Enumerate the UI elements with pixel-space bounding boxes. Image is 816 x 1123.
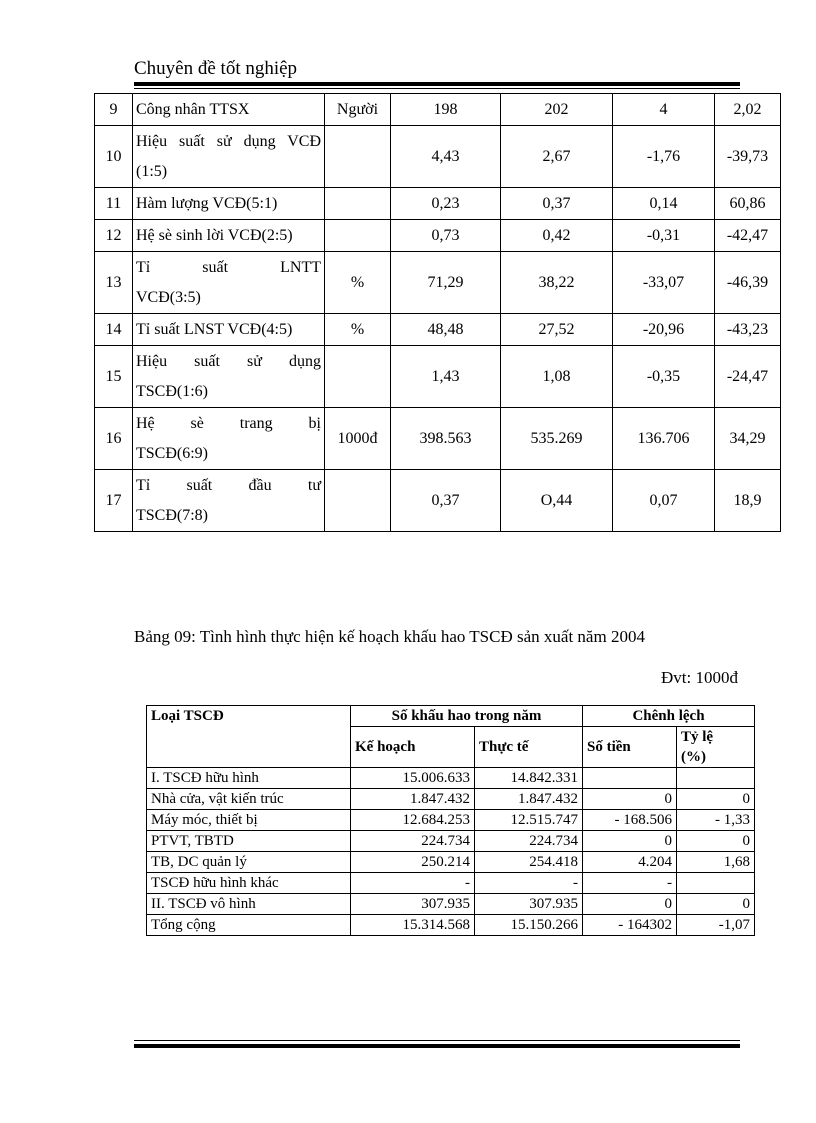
plan-value: 0,23: [391, 188, 501, 220]
asset-name: Máy móc, thiết bị: [147, 810, 351, 831]
table-row: [147, 894, 755, 915]
table-row: [147, 873, 755, 894]
indicator-name: [133, 408, 325, 470]
actual-value: 224.734: [475, 831, 583, 852]
indicator-name: Hệ sè sinh lời VCĐ(2:5): [133, 220, 325, 252]
actual-value: 1,08: [501, 346, 613, 408]
actual-value: 14.842.331: [475, 768, 583, 789]
table-row: [95, 346, 781, 408]
indicator-name-line1: Tỉ suất đầu tư: [136, 476, 321, 494]
plan-value: 198: [391, 94, 501, 126]
asset-name: II. TSCĐ vô hình: [147, 894, 351, 915]
table-caption: Bảng 09: Tình hình thực hiện kế hoạch khấu hao TSCĐ sản xuất năm 2004: [134, 627, 645, 646]
header-rule-thin: [134, 88, 740, 89]
indicator-name: Hàm lượng VCĐ(5:1): [133, 188, 325, 220]
amount-value: [583, 768, 677, 789]
plan-value: 4,43: [391, 126, 501, 188]
diff-value: -0,35: [613, 346, 715, 408]
depreciation-table: [146, 705, 755, 936]
asset-name: Tổng cộng: [147, 915, 351, 936]
plan-value: 48,48: [391, 314, 501, 346]
ratio-value: 0: [677, 894, 755, 915]
footer-rule-thin: [134, 1040, 740, 1041]
plan-value: 15.314.568: [351, 915, 475, 936]
actual-value: -: [475, 873, 583, 894]
table-row-total: [147, 915, 755, 936]
indicator-name-line2: TSCĐ(7:8): [136, 506, 208, 524]
actual-value: 38,22: [501, 252, 613, 314]
header-plan: Kế hoạch: [351, 727, 475, 768]
indicator-name-line1: Hiệu suất sử dụng: [136, 352, 321, 370]
plan-value: 71,29: [391, 252, 501, 314]
indicator-name-line2: (1:5): [136, 162, 168, 180]
diff-value: -33,07: [613, 252, 715, 314]
table-header-row: [147, 706, 755, 727]
indicator-name: [133, 126, 325, 188]
plan-value: 224.734: [351, 831, 475, 852]
pct-value: -43,23: [715, 314, 781, 346]
header-type: Loại TSCĐ: [147, 706, 351, 727]
diff-value: -1,76: [613, 126, 715, 188]
table-row: [95, 252, 781, 314]
plan-value: 0,73: [391, 220, 501, 252]
actual-value: 307.935: [475, 894, 583, 915]
indicator-name: Tỉ suất LNST VCĐ(4:5): [133, 314, 325, 346]
table-subheader-row: [147, 727, 755, 768]
plan-value: 307.935: [351, 894, 475, 915]
plan-value: 250.214: [351, 852, 475, 873]
actual-value: 254.418: [475, 852, 583, 873]
table-row: [147, 810, 755, 831]
row-no: 10: [95, 126, 133, 188]
table-row: [95, 220, 781, 252]
indicator-unit: [325, 188, 391, 220]
row-no: 17: [95, 470, 133, 532]
header-group-depreciation: Số khấu hao trong năm: [351, 706, 583, 727]
indicator-name-line1: Tỉ suất LNTT: [136, 258, 321, 276]
table-row: [95, 126, 781, 188]
amount-value: - 168.506: [583, 810, 677, 831]
table-row: [95, 314, 781, 346]
table-row: [95, 188, 781, 220]
table-row: [147, 831, 755, 852]
ratio-value: [677, 768, 755, 789]
amount-value: 4.204: [583, 852, 677, 873]
page-header-title: Chuyên đề tốt nghiệp: [134, 58, 298, 79]
indicator-unit: Người: [325, 94, 391, 126]
pct-value: 18,9: [715, 470, 781, 532]
row-no: 14: [95, 314, 133, 346]
indicator-name-line2: TSCĐ(6:9): [136, 444, 208, 462]
indicator-unit: [325, 126, 391, 188]
actual-value: 202: [501, 94, 613, 126]
pct-value: -39,73: [715, 126, 781, 188]
asset-name: Nhà cửa, vật kiến trúc: [147, 789, 351, 810]
row-no: 11: [95, 188, 133, 220]
amount-value: 0: [583, 789, 677, 810]
plan-value: -: [351, 873, 475, 894]
diff-value: 0,14: [613, 188, 715, 220]
asset-name: PTVT, TBTD: [147, 831, 351, 852]
table-row: [147, 789, 755, 810]
actual-value: 12.515.747: [475, 810, 583, 831]
header-ratio-line2: (%): [681, 749, 706, 765]
amount-value: 0: [583, 831, 677, 852]
diff-value: -20,96: [613, 314, 715, 346]
asset-name: TSCĐ hữu hình khác: [147, 873, 351, 894]
ratio-value: [677, 873, 755, 894]
asset-name: TB, DC quản lý: [147, 852, 351, 873]
header-ratio-line1: Tỷ lệ: [681, 729, 714, 745]
pct-value: -42,47: [715, 220, 781, 252]
indicator-name-line2: VCĐ(3:5): [136, 288, 201, 306]
indicator-name: Công nhân TTSX: [133, 94, 325, 126]
diff-value: -0,31: [613, 220, 715, 252]
indicator-unit: %: [325, 314, 391, 346]
indicator-unit: %: [325, 252, 391, 314]
header-ratio: [677, 727, 755, 768]
ratio-value: 0: [677, 831, 755, 852]
table-row: [95, 470, 781, 532]
actual-value: 535.269: [501, 408, 613, 470]
ratio-value: 0: [677, 789, 755, 810]
amount-value: 0: [583, 894, 677, 915]
indicator-name: [133, 252, 325, 314]
pct-value: 34,29: [715, 408, 781, 470]
table-row: [95, 94, 781, 126]
table-row: [95, 408, 781, 470]
amount-value: -: [583, 873, 677, 894]
row-no: 9: [95, 94, 133, 126]
plan-value: 12.684.253: [351, 810, 475, 831]
ratio-value: 1,68: [677, 852, 755, 873]
diff-value: 4: [613, 94, 715, 126]
indicator-name: [133, 346, 325, 408]
header-rule-thick: [134, 82, 740, 86]
indicator-unit: 1000đ: [325, 408, 391, 470]
ratio-value: - 1,33: [677, 810, 755, 831]
indicator-name-line2: TSCĐ(1:6): [136, 382, 208, 400]
indicator-name: [133, 470, 325, 532]
pct-value: 60,86: [715, 188, 781, 220]
pct-value: -46,39: [715, 252, 781, 314]
actual-value: O,44: [501, 470, 613, 532]
plan-value: 398.563: [391, 408, 501, 470]
row-no: 16: [95, 408, 133, 470]
indicator-name-line1: Hiệu suất sử dụng VCĐ: [136, 132, 321, 150]
unit-note: Đvt: 1000đ: [661, 668, 738, 687]
actual-value: 0,37: [501, 188, 613, 220]
diff-value: 136.706: [613, 408, 715, 470]
actual-value: 1.847.432: [475, 789, 583, 810]
header-group-difference: Chênh lệch: [583, 706, 755, 727]
pct-value: -24,47: [715, 346, 781, 408]
indicator-name-line1: Hệ sè trang bị: [136, 414, 321, 432]
asset-name: I. TSCĐ hữu hình: [147, 768, 351, 789]
indicator-unit: [325, 346, 391, 408]
pct-value: 2,02: [715, 94, 781, 126]
ratio-value: -1,07: [677, 915, 755, 936]
amount-value: - 164302: [583, 915, 677, 936]
header-amount: Số tiền: [583, 727, 677, 768]
header-actual: Thực tế: [475, 727, 583, 768]
row-no: 15: [95, 346, 133, 408]
plan-value: 1,43: [391, 346, 501, 408]
table-row: [147, 852, 755, 873]
indicator-unit: [325, 220, 391, 252]
plan-value: 0,37: [391, 470, 501, 532]
actual-value: 27,52: [501, 314, 613, 346]
diff-value: 0,07: [613, 470, 715, 532]
row-no: 13: [95, 252, 133, 314]
header-empty: [147, 727, 351, 768]
footer-rule-thick: [134, 1044, 740, 1048]
indicator-unit: [325, 470, 391, 532]
actual-value: 0,42: [501, 220, 613, 252]
plan-value: 1.847.432: [351, 789, 475, 810]
table-row: [147, 768, 755, 789]
row-no: 12: [95, 220, 133, 252]
plan-value: 15.006.633: [351, 768, 475, 789]
actual-value: 15.150.266: [475, 915, 583, 936]
actual-value: 2,67: [501, 126, 613, 188]
indicator-table: [94, 93, 781, 532]
